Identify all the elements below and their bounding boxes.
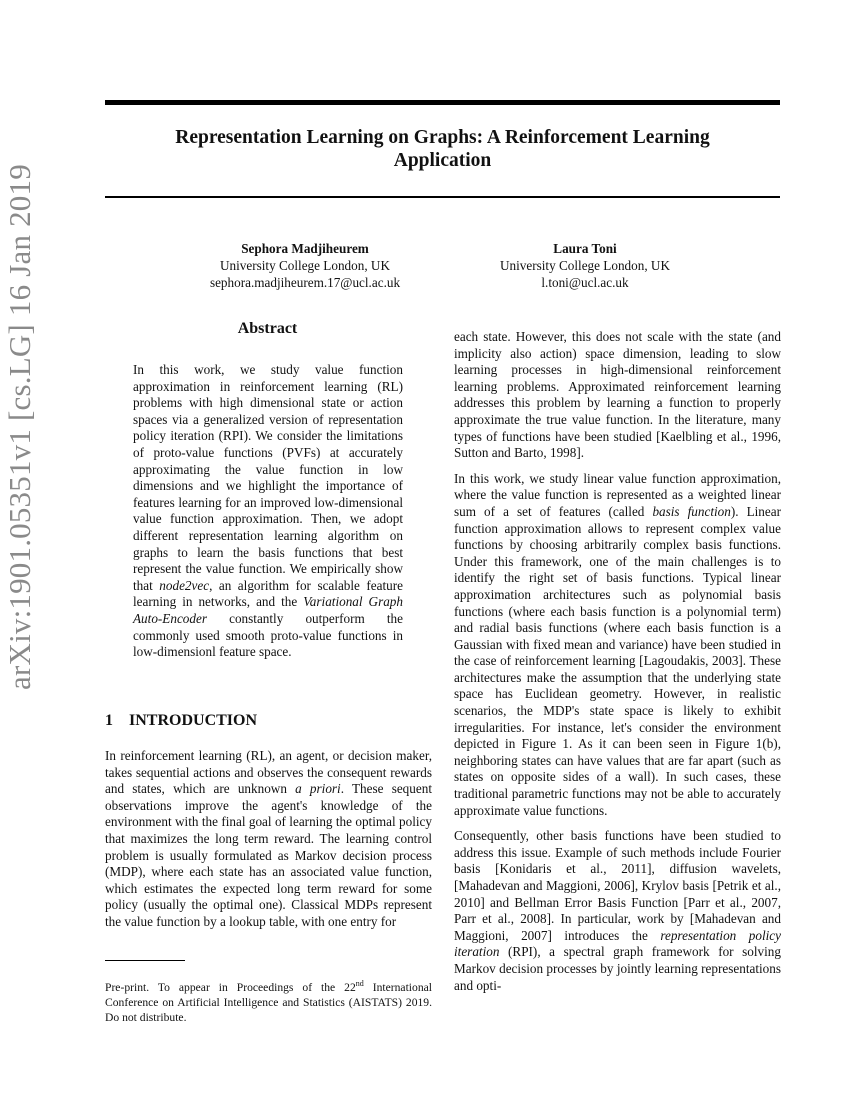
author-block-2 (450, 240, 720, 291)
section-heading-introduction (105, 712, 430, 730)
author-email: l.toni@ucl.ac.uk (541, 275, 629, 290)
right-paragraph-2: In this work, we study linear value function approximation, where the value function is represented as a weighted linear sum of a set of features (called basis function). Linear function approximation allows to represent complex value functions by choosing arbitrarily complex basis functions. Under this framework, one of the main challenges is to identify the right set of basis functions. Typical linear approximation architectures such as polynomial basis functions (where each basis function is a polynomial term) and radial basis functions (where each basis function is a Gaussian with fixed mean and variance) have been studied in the case of reinforcement learning [Lagoudakis, 2003]. These architectures make the assumption that the underlying state space has Euclidean geometry. However, in realistic scenarios, the MDP's state space is likely to exhibit irregularities. For instance, let's consider the environment depicted in Figure 1. As it can been seen in Figure 1(b), neighboring states can have values that are far apart (such as states on opposite sides of a wall). In such cases, these traditional parametric functions may not be able to accurately approximate value functions. (454, 470, 781, 818)
title-line-2: Application (393, 150, 492, 171)
author-affiliation: University College London, UK (220, 258, 390, 273)
right-paragraph-1: each state. However, this does not scale with the state (and implicity also action) space dimension, leading to slow learning processes in high-dimensional reinforcement learning problems. Approximated reinforcement learning addresses this problem by learning a function to properly approximate the true value function. In the literature, many types of functions have been studied [Kaelbling et al., 1996, Sutton and Barto, 1998]. (454, 329, 781, 461)
author-affiliation: University College London, UK (500, 258, 670, 273)
paper-title (105, 126, 780, 172)
author-block-1 (170, 240, 440, 291)
title-bottom-rule (105, 196, 780, 198)
footnote: Pre-print. To appear in Proceedings of the 22nd International Conference on Artificial Intelligence and Statistics (AISTATS) 2019. Do not distribute. (105, 979, 432, 1024)
footnote-rule (105, 960, 185, 961)
section-number: 1 (105, 712, 113, 729)
author-name: Sephora Madjiheurem (241, 241, 369, 256)
title-line-1: Representation Learning on Graphs: A Reinforcement Learning (175, 127, 710, 148)
abstract-heading: Abstract (237, 320, 298, 337)
title-top-rule (105, 100, 780, 105)
abstract-body: In this work, we study value function approximation in reinforcement learning (RL) problems with high dimensional state or action spaces via a generalized version of representation policy iteration (RPI). We consider the limitations of proto-value functions (PVFs) at accurately approximating the value function in low dimensions and we highlight the importance of features learning for an improved low-dimensional value function approximation. Then, we adopt different representation learning algorithm on graphs to learn the basis functions that best represent the value function. We empirically show that node2vec, an algorithm for scalable feature learning in networks, and the Variational Graph Auto-Encoder constantly outperform the commonly used smooth proto-value functions in low-dimensionl feature space. (133, 362, 404, 660)
right-paragraph-3: Consequently, other basis functions have been studied to address this issue. Example of such methods include Fourier basis [Konidaris et al., 2011], diffusion wavelets, [Mahadevan and Maggioni, 2006], Krylov basis [Petrik et al., 2010] and Bellman Error Basis Function [Parr et al., 2007, Parr et al., 2008]. In particular, work by [Mahadevan and Maggioni, 2007] introduces the representation policy iteration (RPI), a spectral graph framework for solving Markov decision processes by jointly learning representations and opti- (454, 828, 781, 993)
right-column-text (454, 329, 781, 994)
arxiv-identifier: arXiv:1901.05351v1 [cs.LG] 16 Jan 2019 (2, 164, 37, 690)
author-email: sephora.madjiheurem.17@ucl.ac.uk (209, 275, 401, 290)
introduction-paragraph-1: In reinforcement learning (RL), an agent, or decision maker, takes sequential actions and observes the consequent rewards and states, which are unknown a priori. These sequent observations improve the agent's knowledge of the environment with the final goal of learning the optimal policy that maximizes the long term reward. The learning control problem is usually formulated as Markov decision process (MDP), where each state has an associated value function, which estimates the expected long term reward for some policy (usually the optimal one). Classical MDPs represent the value function by a lookup table, with one entry for (105, 748, 432, 929)
section-title: INTRODUCTION (129, 712, 258, 729)
author-name: Laura Toni (553, 241, 617, 256)
